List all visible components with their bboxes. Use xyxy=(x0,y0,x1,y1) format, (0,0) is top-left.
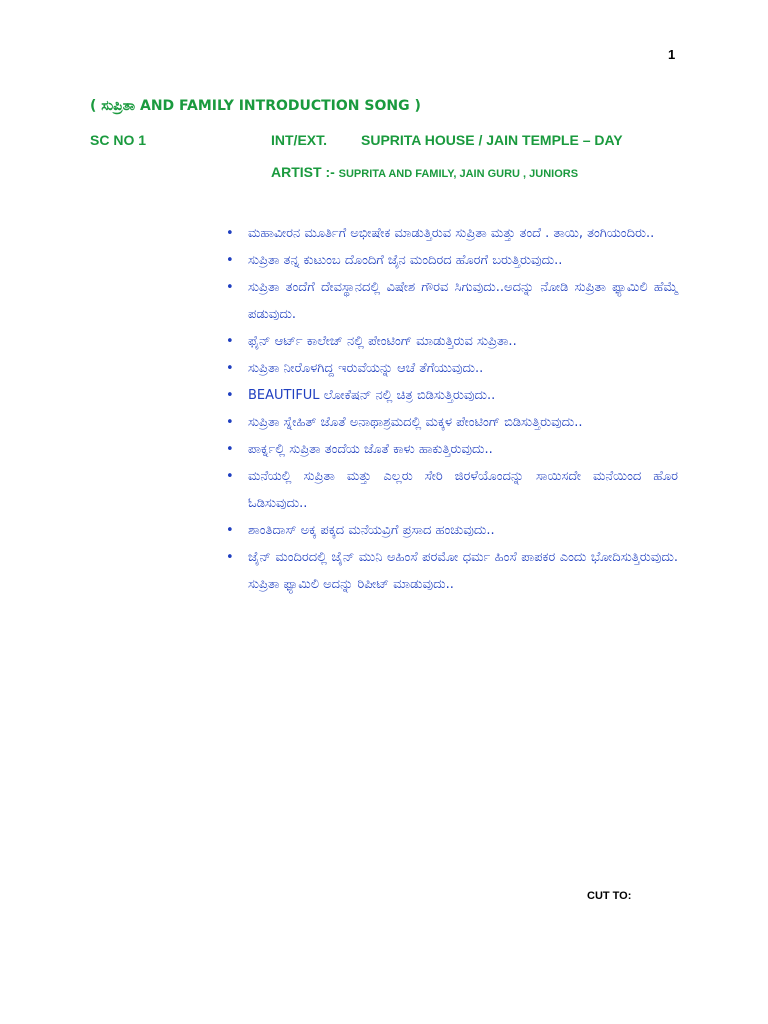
action-text: ಸುಪ್ರಿತಾ ಸ್ನೇಹಿತ್ ಜೊತೆ ಅನಾಥಾಶ್ರಮದಲ್ಲಿ ಮಕ್ಕಳ ಪೇಂಟಿಂಗ್ ಬಿಡಿಸುತ್ತಿರುವುದು.. xyxy=(248,415,583,430)
action-item xyxy=(226,247,678,274)
bullet-icon: • xyxy=(226,388,234,403)
action-item xyxy=(226,220,678,247)
action-text: ಶಾಂತಿದಾಸ್ ಅಕ್ಕ ಪಕ್ಕದ ಮನೆಯವ್ರಿಗೆ ಪ್ರಸಾದ ಹಂಚುವುದು.. xyxy=(248,523,495,538)
bullet-icon: • xyxy=(226,361,234,376)
transition-cut-to: CUT TO: xyxy=(587,890,632,902)
action-text: ಸುಪ್ರಿತಾ ತನ್ನ ಕುಟುಂಬ ದೊಂದಿಗೆ ಜೈನ ಮಂದಿರದ ಹೊರಗೆ ಬರುತ್ತಿರುವುದು.. xyxy=(248,253,563,268)
bullet-icon: • xyxy=(226,334,234,349)
action-item xyxy=(226,328,678,355)
action-text: ಪಾರ್ಕ್ನಲ್ಲಿ ಸುಪ್ರಿತಾ ತಂದೆಯ ಜೊತೆ ಕಾಳು ಹಾಕುತ್ತಿರುವುದು.. xyxy=(248,442,493,457)
page-number: 1 xyxy=(668,47,676,62)
bullet-icon: • xyxy=(226,253,234,268)
action-text: ಫೈನ್ ಆರ್ಟ್ ಕಾಲೇಜ್ ನಲ್ಲಿ ಪೇಂಟಿಂಗ್ ಮಾಡುತ್ತಿರುವ ಸುಪ್ರಿತಾ.. xyxy=(248,334,517,349)
bullet-icon: • xyxy=(226,469,234,484)
bullet-icon: • xyxy=(226,226,234,241)
action-item xyxy=(226,355,678,382)
action-text: ಜೈನ್ ಮಂದಿರದಲ್ಲಿ ಜೈನ್ ಮುನಿ ಅಹಿಂಸೆ ಪರಮೋ ಧರ್ಮ ಹಿಂಸೆ ಪಾಪಕರ ಎಂದು ಭೋದಿಸುತ್ತಿರುವುದು. ಸುಪ್ರಿತಾ ಫ್ಯಾಮಿಲಿ ಅದನ್ನು ರಿಪೀಟ್ ಮಾಡುವುದು.. xyxy=(248,550,678,592)
action-item xyxy=(226,382,678,409)
artist-label: ARTIST :- xyxy=(271,164,339,180)
song-title: ( ಸುಪ್ರಿತಾ AND FAMILY INTRODUCTION SONG ) xyxy=(90,98,421,114)
action-item xyxy=(226,544,678,598)
artist-line xyxy=(271,164,578,182)
action-text: BEAUTIFUL ಲೋಕೆಷನ್ ನಲ್ಲಿ ಚಿತ್ರ ಬಿಡಿಸುತ್ತಿರುವುದು.. xyxy=(248,388,496,403)
action-item xyxy=(226,463,678,517)
action-item xyxy=(226,436,678,463)
action-text: ಮಹಾವೀರನ ಮೂರ್ತಿಗೆ ಅಭೀಷೇಕ ಮಾಡುತ್ತಿರುವ ಸುಪ್ರಿತಾ ಮತ್ತು ತಂದೆ . ತಾಯಿ, ತಂಗಿಯಂದಿರು.. xyxy=(248,226,655,241)
action-item xyxy=(226,274,678,328)
bullet-icon: • xyxy=(226,523,234,538)
action-text: ಸುಪ್ರಿತಾ ತಂದೆಗೆ ದೇವಸ್ಥಾನದಲ್ಲಿ ವಿಷೇಶ ಗೌರವ ಸಿಗುವುದು..ಅದನ್ನು ನೋಡಿ ಸುಪ್ರಿತಾ ಫ್ಯಾಮಿಲಿ ಹೆಮ್ಮೆ ಪಡುವುದು. xyxy=(248,280,678,322)
action-text: ಸುಪ್ರಿತಾ ನೀರೊಳಗಿದ್ದ ಇರುವೆಯನ್ನು ಆಚೆ ತೆಗೆಯುವುದು.. xyxy=(248,361,484,376)
action-item xyxy=(226,517,678,544)
bullet-icon: • xyxy=(226,442,234,457)
scene-number: SC NO 1 xyxy=(90,132,147,148)
action-item xyxy=(226,409,678,436)
bullet-icon: • xyxy=(226,280,234,295)
scene-heading xyxy=(271,132,623,148)
bullet-icon: • xyxy=(226,415,234,430)
artist-names: SUPRITA AND FAMILY, JAIN GURU , JUNIORS xyxy=(338,168,579,180)
bullet-icon: • xyxy=(226,550,234,565)
scene-location: SUPRITA HOUSE / JAIN TEMPLE – DAY xyxy=(361,132,623,148)
scene-int-ext: INT/EXT. xyxy=(271,132,328,148)
action-list xyxy=(226,220,678,598)
action-text: ಮನೆಯಲ್ಲಿ ಸುಪ್ರಿತಾ ಮತ್ತು ಎಲ್ಲರು ಸೇರಿ ಜಿರಳೆಯೊಂದನ್ನು ಸಾಯಿಸದೇ ಮನೆಯಿಂದ ಹೊರ ಓಡಿಸುವುದು.. xyxy=(248,469,678,511)
